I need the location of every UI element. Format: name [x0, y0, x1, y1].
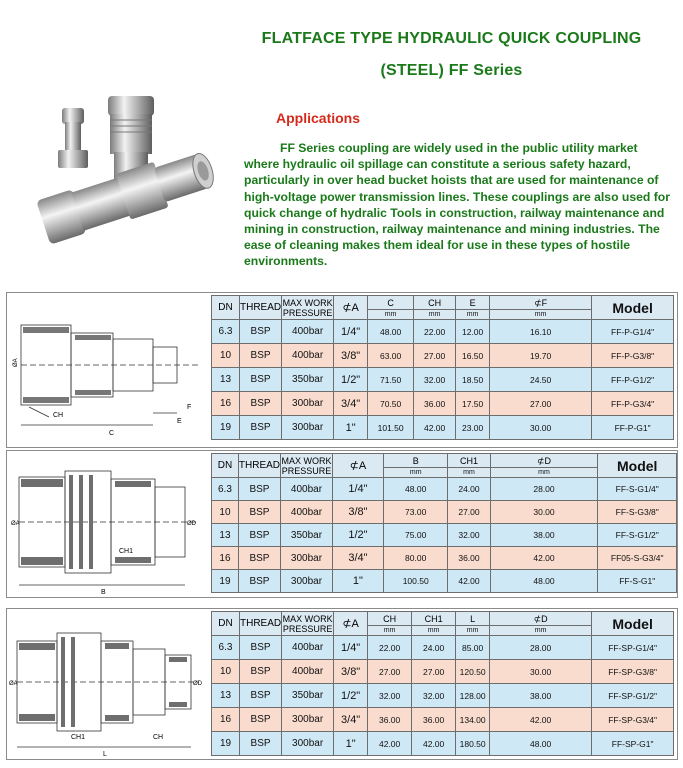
c-cell: 101.50: [368, 416, 414, 440]
header-thread: THREAD: [238, 454, 280, 478]
male-plug-drawing: [9, 295, 207, 447]
d-cell: 42.00: [490, 708, 592, 732]
thread-cell: BSP: [238, 501, 280, 524]
f-cell: 27.00: [490, 392, 592, 416]
a-dimension-label: ØA: [13, 358, 19, 367]
pressure-cell: 400bar: [282, 636, 334, 660]
d-cell: 38.00: [490, 524, 598, 547]
dn-cell: 16: [212, 547, 239, 570]
e-cell: 12.00: [456, 320, 490, 344]
a-cell: 3/4": [334, 392, 368, 416]
header-dn: DN: [212, 612, 240, 636]
male-spec-table: [211, 295, 674, 440]
thread-cell: BSP: [240, 684, 282, 708]
a-cell: 3/4": [334, 708, 368, 732]
header-b: B: [383, 454, 447, 468]
model-cell: FF-S-G1": [598, 570, 677, 593]
table-row: [212, 320, 674, 344]
table-row: [212, 368, 674, 392]
e-cell: 17.50: [456, 392, 490, 416]
table-row: [212, 478, 677, 501]
d-dimension-label: ØD: [193, 681, 202, 687]
ch-cell: 32.00: [414, 368, 456, 392]
thread-cell: BSP: [240, 636, 282, 660]
unit-mm: mm: [368, 310, 414, 320]
unit-mm: mm: [383, 468, 447, 478]
b-dimension-label: B: [101, 589, 106, 596]
dn-cell: 19: [212, 570, 239, 593]
table-row: [212, 524, 677, 547]
e-dimension-label: E: [177, 418, 182, 425]
f-cell: 24.50: [490, 368, 592, 392]
ch1-cell: 24.00: [412, 636, 456, 660]
pressure-cell: 300bar: [282, 708, 334, 732]
a-cell: 3/8": [334, 660, 368, 684]
model-cell: FF-SP-G3/4": [592, 708, 674, 732]
thread-cell: BSP: [238, 547, 280, 570]
header-dn: DN: [212, 296, 240, 320]
header-thread: THREAD: [240, 296, 282, 320]
d-cell: 48.00: [490, 732, 592, 756]
unit-mm: mm: [456, 310, 490, 320]
dn-cell: 6.3: [212, 636, 240, 660]
applications-text: FF Series coupling are widely used in the public utility market where hydraulic oil spillage can constitute a serious safety hazard, particularly in over head bucket hoists that are used for maintenance of high-voltage power transmission lines. These couplings are also used for quick change of hydralic Tools in construction, railway maintenance and mining in construction, railway maintenance and mining industries. The ease of cleaning makes them ideal for use in these types of hostile environments.: [244, 141, 670, 269]
ch1-cell: 24.00: [448, 478, 490, 501]
a-cell: 1/2": [332, 524, 383, 547]
ch1-cell: 32.00: [412, 684, 456, 708]
a-cell: 1": [334, 416, 368, 440]
a-cell: 1": [332, 570, 383, 593]
ch-cell: 36.00: [368, 708, 412, 732]
ch1-cell: 42.00: [412, 732, 456, 756]
header-c: C: [368, 296, 414, 310]
thread-cell: BSP: [240, 392, 282, 416]
c-cell: 71.50: [368, 368, 414, 392]
pressure-cell: 400bar: [281, 478, 333, 501]
ch1-dimension-label: CH1: [119, 548, 134, 555]
d-cell: 48.00: [490, 570, 598, 593]
female-spec-table: [211, 453, 677, 593]
thread-cell: BSP: [240, 732, 282, 756]
model-cell: FF-SP-G1/4": [592, 636, 674, 660]
pressure-cell: 350bar: [282, 684, 334, 708]
c-cell: 70.50: [368, 392, 414, 416]
header-e: E: [456, 296, 490, 310]
l-cell: 180.50: [456, 732, 490, 756]
dn-cell: 13: [212, 684, 240, 708]
unit-mm: mm: [412, 626, 456, 636]
dn-cell: 19: [212, 732, 240, 756]
l-cell: 120.50: [456, 660, 490, 684]
unit-mm: mm: [490, 468, 598, 478]
ch-cell: 42.00: [368, 732, 412, 756]
ch-cell: 22.00: [368, 636, 412, 660]
header-dn: DN: [212, 454, 239, 478]
model-cell: FF-P-G3/4": [592, 392, 674, 416]
coupling-photo: [30, 90, 220, 250]
c-cell: 48.00: [368, 320, 414, 344]
header-ch1: CH1: [448, 454, 490, 468]
header-pressure: MAX WORK PRESSURE: [282, 613, 333, 634]
table-row: [212, 501, 677, 524]
e-cell: 23.00: [456, 416, 490, 440]
ch-cell: 27.00: [368, 660, 412, 684]
pressure-cell: 350bar: [282, 368, 334, 392]
ch-cell: 36.00: [414, 392, 456, 416]
ch1-cell: 27.00: [412, 660, 456, 684]
table-row: [212, 660, 674, 684]
model-cell: FF-SP-G1": [592, 732, 674, 756]
table-row: [212, 708, 674, 732]
pair-spec-table: [211, 611, 674, 756]
model-cell: FF-P-G1": [592, 416, 674, 440]
thread-cell: BSP: [238, 570, 280, 593]
f-cell: 16.10: [490, 320, 592, 344]
model-cell: FF-S-G3/8": [598, 501, 677, 524]
header-d: ⊄D: [490, 454, 598, 468]
header-f: ⊄F: [490, 296, 592, 310]
ch1-cell: 42.00: [448, 570, 490, 593]
pressure-cell: 300bar: [282, 416, 334, 440]
unit-mm: mm: [456, 626, 490, 636]
pressure-cell: 350bar: [281, 524, 333, 547]
female-socket-drawing: [9, 453, 207, 597]
dn-cell: 6.3: [212, 320, 240, 344]
thread-cell: BSP: [240, 660, 282, 684]
thread-cell: BSP: [238, 524, 280, 547]
header-a: ⊄A: [334, 296, 368, 320]
ch-cell: 27.00: [414, 344, 456, 368]
ch-cell: 42.00: [414, 416, 456, 440]
l-cell: 134.00: [456, 708, 490, 732]
d-cell: 38.00: [490, 684, 592, 708]
dn-cell: 10: [212, 660, 240, 684]
a-dimension-label: ØA: [11, 521, 20, 527]
thread-cell: BSP: [238, 478, 280, 501]
thread-cell: BSP: [240, 320, 282, 344]
d-cell: 28.00: [490, 478, 598, 501]
b-cell: 100.50: [383, 570, 447, 593]
l-dimension-label: L: [103, 751, 107, 758]
table-row: [212, 416, 674, 440]
f-cell: 30.00: [490, 416, 592, 440]
dn-cell: 13: [212, 368, 240, 392]
thread-cell: BSP: [240, 708, 282, 732]
d-dimension-label: ØD: [187, 521, 196, 527]
dn-cell: 16: [212, 708, 240, 732]
thread-cell: BSP: [240, 416, 282, 440]
header-model: Model: [598, 454, 677, 478]
ch1-cell: 36.00: [448, 547, 490, 570]
header-a: ⊄A: [332, 454, 383, 478]
header-thread: THREAD: [240, 612, 282, 636]
table-row: [212, 732, 674, 756]
pressure-cell: 400bar: [282, 320, 334, 344]
header-ch: CH: [368, 612, 412, 626]
header-pressure: MAX WORK PRESSURE: [282, 297, 333, 318]
model-cell: FF-SP-G3/8": [592, 660, 674, 684]
header-model: Model: [592, 296, 674, 320]
pressure-cell: 400bar: [282, 660, 334, 684]
table-row: [212, 547, 677, 570]
a-cell: 1/4": [334, 320, 368, 344]
header-l: L: [456, 612, 490, 626]
c-dimension-label: C: [109, 430, 115, 437]
b-cell: 48.00: [383, 478, 447, 501]
unit-mm: mm: [490, 626, 592, 636]
unit-mm: mm: [490, 310, 592, 320]
ch1-cell: 27.00: [448, 501, 490, 524]
table-row: [212, 392, 674, 416]
table-row: [212, 636, 674, 660]
d-cell: 30.00: [490, 660, 592, 684]
spec-panel-pair: [6, 608, 678, 760]
dn-cell: 10: [212, 501, 239, 524]
a-cell: 1": [334, 732, 368, 756]
pressure-cell: 300bar: [282, 732, 334, 756]
f-dimension-label: F: [187, 404, 192, 411]
pressure-cell: 300bar: [282, 392, 334, 416]
d-cell: 42.00: [490, 547, 598, 570]
model-cell: FF-P-G3/8": [592, 344, 674, 368]
ch-cell: 22.00: [414, 320, 456, 344]
pressure-cell: 300bar: [281, 570, 333, 593]
spec-panel-male: [6, 292, 678, 448]
a-cell: 1/2": [334, 684, 368, 708]
table-row: [212, 570, 677, 593]
dn-cell: 16: [212, 392, 240, 416]
l-cell: 128.00: [456, 684, 490, 708]
unit-mm: mm: [414, 310, 456, 320]
thread-cell: BSP: [240, 368, 282, 392]
table-row: [212, 684, 674, 708]
pressure-cell: 400bar: [282, 344, 334, 368]
dn-cell: 13: [212, 524, 239, 547]
dn-cell: 19: [212, 416, 240, 440]
a-cell: 1/2": [334, 368, 368, 392]
applications-heading: Applications: [276, 110, 361, 126]
dn-cell: 6.3: [212, 478, 239, 501]
header-a: ⊄A: [334, 612, 368, 636]
a-cell: 3/4": [332, 547, 383, 570]
unit-mm: mm: [448, 468, 490, 478]
ch1-cell: 36.00: [412, 708, 456, 732]
header-model: Model: [592, 612, 674, 636]
a-dimension-label: ØA: [9, 681, 18, 687]
e-cell: 18.50: [456, 368, 490, 392]
coupling-pair-drawing: [9, 611, 207, 759]
dn-cell: 10: [212, 344, 240, 368]
b-cell: 80.00: [383, 547, 447, 570]
page-subtitle: (STEEL) FF Series: [380, 62, 523, 79]
header-ch: CH: [414, 296, 456, 310]
e-cell: 16.50: [456, 344, 490, 368]
pressure-cell: 300bar: [281, 547, 333, 570]
spec-panel-female: [6, 450, 678, 598]
a-cell: 3/8": [334, 344, 368, 368]
c-cell: 63.00: [368, 344, 414, 368]
header-d: ⊄D: [490, 612, 592, 626]
f-cell: 19.70: [490, 344, 592, 368]
ch1-dimension-label: CH1: [71, 734, 86, 741]
a-cell: 3/8": [332, 501, 383, 524]
b-cell: 75.00: [383, 524, 447, 547]
model-cell: FF-S-G1/2": [598, 524, 677, 547]
model-cell: FF-SP-G1/2": [592, 684, 674, 708]
l-cell: 85.00: [456, 636, 490, 660]
model-cell: FF-S-G1/4": [598, 478, 677, 501]
ch-cell: 32.00: [368, 684, 412, 708]
page-title: FLATFACE TYPE HYDRAULIC QUICK COUPLING: [261, 30, 642, 47]
ch-dimension-label: CH: [53, 412, 64, 419]
d-cell: 30.00: [490, 501, 598, 524]
ch1-cell: 32.00: [448, 524, 490, 547]
thread-cell: BSP: [240, 344, 282, 368]
ch-dimension-label: CH: [153, 734, 164, 741]
a-cell: 1/4": [334, 636, 368, 660]
table-row: [212, 344, 674, 368]
model-cell: FF-P-G1/2": [592, 368, 674, 392]
model-cell: FF05-S-G3/4": [598, 547, 677, 570]
model-cell: FF-P-G1/4": [592, 320, 674, 344]
header-ch1: CH1: [412, 612, 456, 626]
header-pressure: MAX WORK PRESSURE: [281, 455, 332, 476]
b-cell: 73.00: [383, 501, 447, 524]
pressure-cell: 400bar: [281, 501, 333, 524]
unit-mm: mm: [368, 626, 412, 636]
d-cell: 28.00: [490, 636, 592, 660]
a-cell: 1/4": [332, 478, 383, 501]
